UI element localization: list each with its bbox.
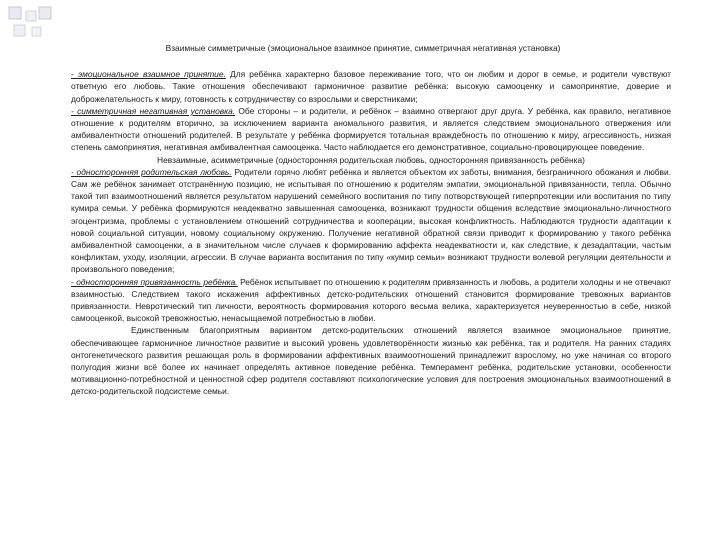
- text-negative-attitude: Обе стороны – и родители, и ребёнок – взаимно отвергают друг друга. У ребёнка, как правило, негативное отношение к родителям вторично, за исключением варианта аномального развития, и является следствием эмоционального отвержения или амбивалентности отношений родителей. В результате у ребёнка формируется тотальная враждебность по отношению к миру, агрессивность, низкая степень самопринятия, негативная амбивалентная самооценка. Часто наблюдается его демонстративное, социально-провоцирующее поведение.: [71, 105, 671, 153]
- term-child-attachment: - односторонняя привязанность ребёнка.: [71, 276, 238, 287]
- term-mutual-acceptance: - эмоциональное взаимное принятие.: [71, 69, 226, 80]
- text-parental-love: Родители горячо любят ребёнка и является объектом их заботы, внимания, безграничного обожания и любви. Сам же ребёнок занимает отстранённую позицию, не испытывая по отношению к родителям эмпатии, эмоциональной привязанности, тепла. Обычно такой тип взаимоотношений является результатом нарушений семейного воспитания по типу потворствующей гиперпротекции или воспитания по типу кумира семьи. У ребёнка формируются неадекватно завышенная самооценка, возникают трудности общения вследствие эмоционально-личностного эгоцентризма, проблемы с установлением отношений сотрудничества и кооперации, высокая конфликтность. Наблюдаются трудности адаптации к новой социальной ситуации, новому социальному окружению. Получение негативной обратной связи приводит к формированию у такого ребёнка амбивалентной самооценки, а в значительном числе случаев к формированию аффекта неадекватности и, как следствие, к дезадаптации, частым конфликтам, уходу, изоляции, агрессии. В случае варианта воспитания по типу «кумир семьи» возникают трудности волевой регуляции деятельности и произвольного поведения;: [71, 166, 671, 275]
- paragraph-negative-attitude: [71, 105, 671, 154]
- text-mutual-acceptance: Для ребёнка характерно базовое переживание того, что он любим и дорог в семье, и родители чувствуют ответную его любовь. Такие отношения обеспечивают гармоничное развитие ребёнка: высокую самооценку и самопринятие, доверие и доброжелательность к миру, готовность к сотрудничеству со взрослыми и сверстниками;: [71, 69, 671, 104]
- decorative-squares: [8, 6, 54, 42]
- paragraph-conclusion: Единственным благоприятным вариантом детско-родительских отношений является взаимное эмоциональное принятие, обеспечивающее гармоничное личностное развитие и высокий уровень удовлетворённости жизнью как ребёнка, так и родителя. На ранних стадиях онтогенетического развития решающая роль в формировании аффективных взаимоотношений принадлежит взрослому, но уже начиная со второго полугодия жизни всё более их начинает определять активное поведение ребёнка. Темперамент ребёнка, родительские установки, особенности мотивационно-потребностной и ценностной сфер родителя составляют психологические условия для построения эмоциональных взаимоотношений в детско-родительской подсистеме семьи.: [71, 325, 671, 397]
- term-negative-attitude: - симметричная негативная установка.: [71, 105, 236, 116]
- paragraph-parental-love: [71, 166, 671, 276]
- text-child-attachment: Ребёнок испытывает по отношению к родителям привязанность и любовь, а родители холодны и не отвечают взаимностью. Следствием такого искажения аффективных детско-родительских отношений становится формирование тревожных вариантов привязанности. Невротический тип личности, вероятность формирования которого весьма велика, характеризуется неуверенностью в себе, низкой самооценкой, высокой тревожностью, ненасыщаемой потребностью в любви.: [71, 276, 672, 324]
- document-body: [71, 42, 671, 398]
- paragraph-child-attachment: [71, 276, 671, 325]
- term-parental-love: - односторонняя родительская любовь.: [71, 166, 232, 177]
- paragraph-mutual-acceptance: [71, 68, 671, 105]
- section-heading-asymmetric: Невзаимные, асимметричные (односторонняя родительская любовь, односторонняя привязанность ребёнка): [157, 154, 585, 165]
- section-title: Взаимные симметричные (эмоциональное взаимное принятие, симметричная негативная установка): [165, 43, 561, 53]
